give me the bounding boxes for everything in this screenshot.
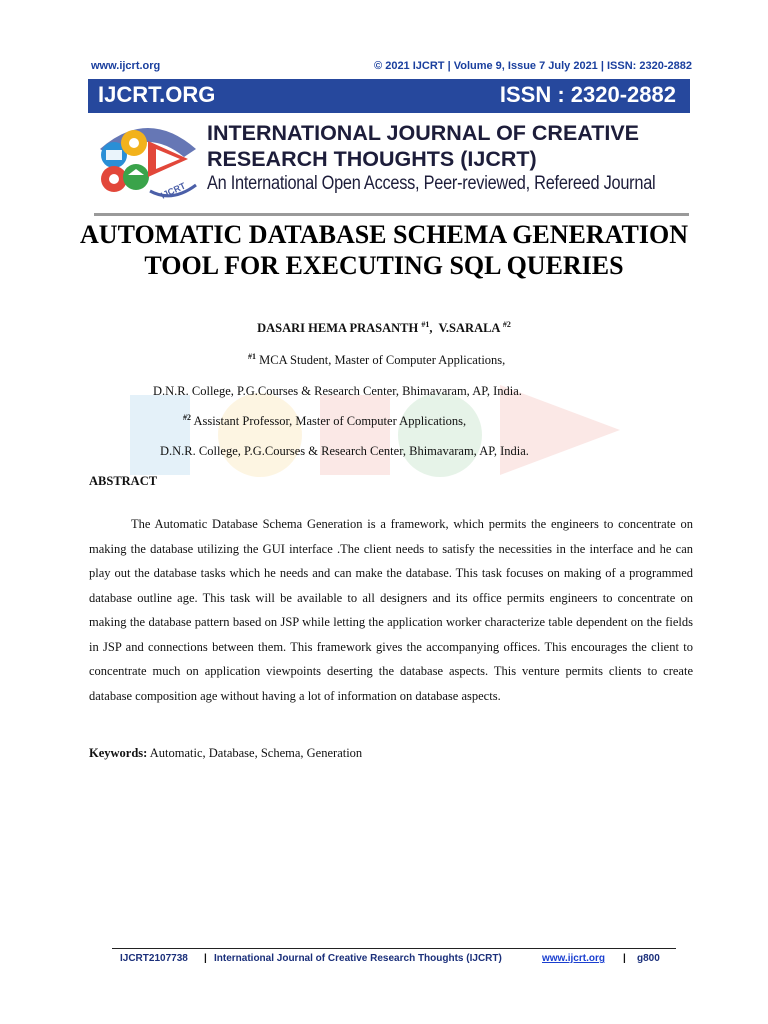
author-mark: #1 [421, 320, 430, 329]
keywords-text: Automatic, Database, Schema, Generation [149, 746, 363, 760]
affiliation-role-2 [183, 413, 466, 429]
affiliation-role-text: MCA Student, Master of Computer Applications, [259, 353, 506, 368]
affiliation-institution-2: D.N.R. College, P.G.Courses & Research Center, Bhimavaram, AP, India. [160, 444, 529, 458]
author-name: V.SARALA [438, 321, 500, 336]
site-link[interactable]: www.ijcrt.org [91, 60, 161, 72]
affiliation-institution-1: D.N.R. College, P.G.Courses & Research Center, Bhimavaram, AP, India. [153, 384, 522, 398]
author-name: DASARI HEMA PRASANTH [257, 321, 419, 336]
keywords-line [89, 746, 362, 761]
abstract-body: The Automatic Database Schema Generation is a framework, which permits the engineers to concentrate on making the database utilizing the GUI interface .The client needs to satisfy the necessities in the interface and he can play out the database tasks which he needs and can make the database. This task focuses on making of a programmed database outline age. This task will be available to all designers and its office permits engineers to concentrate on making the database pattern based on JSP while letting the application worker characterize table dependent on the fields in JSP and connections between them. This framework gives the accompanying offices. This encourages the client to concentrate much on application viewpoints deserting the database aspects. This venture permits clients to create database composition age without having a lot of information on database aspects. [89, 517, 693, 703]
paper-title: AUTOMATIC DATABASE SCHEMA GENERATION TOOL FOR EXECUTING SQL QUERIES [80, 220, 688, 280]
footer-journal-name: International Journal of Creative Research Thoughts (IJCRT) [214, 953, 502, 964]
footer-paper-id: IJCRT2107738 [120, 953, 188, 964]
footer-divider [112, 948, 676, 949]
banner-site-name: IJCRT.ORG [98, 82, 216, 107]
affiliation-role-1 [248, 352, 505, 368]
journal-banner [88, 79, 690, 113]
journal-name-line1: INTERNATIONAL JOURNAL OF CREATIVE [207, 121, 640, 145]
header-divider [94, 213, 689, 216]
abstract-heading: ABSTRACT [89, 474, 158, 488]
footer-separator: | [623, 953, 626, 964]
footer-page-number: g800 [637, 953, 660, 964]
author-mark: #2 [502, 320, 511, 329]
citation-line: © 2021 IJCRT | Volume 9, Issue 7 July 2021 | ISSN: 2320-2882 [374, 60, 692, 72]
footer-site-link[interactable]: www.ijcrt.org [542, 953, 605, 964]
affiliation-mark: #2 [183, 413, 191, 422]
author-line: DASARI HEMA PRASANTH $^{\#1}$, V.SARALA $^{\#2}$ [257, 320, 511, 336]
journal-logo [92, 119, 204, 207]
affiliation-mark: #1 [248, 352, 256, 361]
journal-name-line2: RESEARCH THOUGHTS (IJCRT) [207, 147, 537, 171]
keywords-label: Keywords: [89, 746, 148, 760]
logo-text: IJCRT [159, 180, 188, 201]
footer-separator: | [204, 953, 207, 964]
journal-tagline: An International Open Access, Peer-reviewed, Refereed Journal [207, 173, 656, 194]
affiliation-role-text: Assistant Professor, Master of Computer Applications, [193, 414, 467, 429]
banner-issn: ISSN : 2320-2882 [499, 82, 676, 107]
